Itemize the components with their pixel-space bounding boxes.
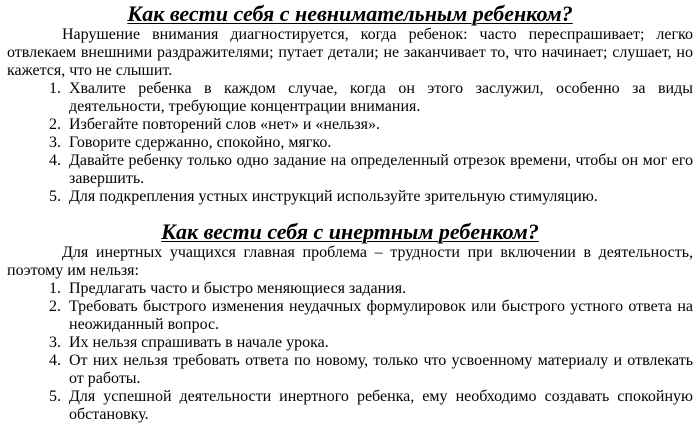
list-item: 1. Предлагать часто и быстро меняющиеся задания. [65, 280, 693, 298]
list-item: 4. От них нельзя требовать ответа по новому, только что усвоенному материалу и отвлекать от работы. [65, 352, 693, 388]
list-item: 2. Избегайте повторений слов «нет» и «нельзя». [65, 116, 693, 134]
section-title-inattentive: Как вести себя с невнимательным ребенком? [127, 1, 573, 26]
list-item: 5. Для подкрепления устных инструкций используйте зрительную стимуляцию. [65, 188, 693, 206]
advice-list-inattentive [7, 80, 693, 206]
advice-list-inert [7, 280, 693, 424]
section-intro-inert: Для инертных учащихся главная проблема – трудности при включении в деятельность, поэтому им нельзя: [7, 244, 693, 279]
list-item: 3. Их нельзя спрашивать в начале урока. [65, 334, 693, 352]
list-item: 1. Хвалите ребенка в каждом случае, когда он этого заслужил, особенно за виды деятельности, требующие концентрации внимания. [65, 80, 693, 116]
list-item: 5. Для успешной деятельности инертного ребенка, ему необходимо создавать спокойную обстановку. [65, 388, 693, 424]
document-page [0, 2, 699, 447]
list-item: 4. Давайте ребенку только одно задание на определенный отрезок времени, чтобы он мог его завершить. [65, 152, 693, 188]
section-title-inert: Как вести себя с инертным ребенком? [161, 219, 539, 244]
list-item: 2. Требовать быстрого изменения неудачных формулировок или быстрого устного ответа на неожиданный вопрос. [65, 298, 693, 334]
list-item: 3. Говорите сдержанно, спокойно, мягко. [65, 134, 693, 152]
section-intro-inattentive: Нарушение внимания диагностируется, когда ребенок: часто переспрашивает; легко отвлекаем внешними раздражителями; путает детали; не заканчивает то, что начинает; слушает, но кажется, что не слышит. [7, 26, 693, 79]
